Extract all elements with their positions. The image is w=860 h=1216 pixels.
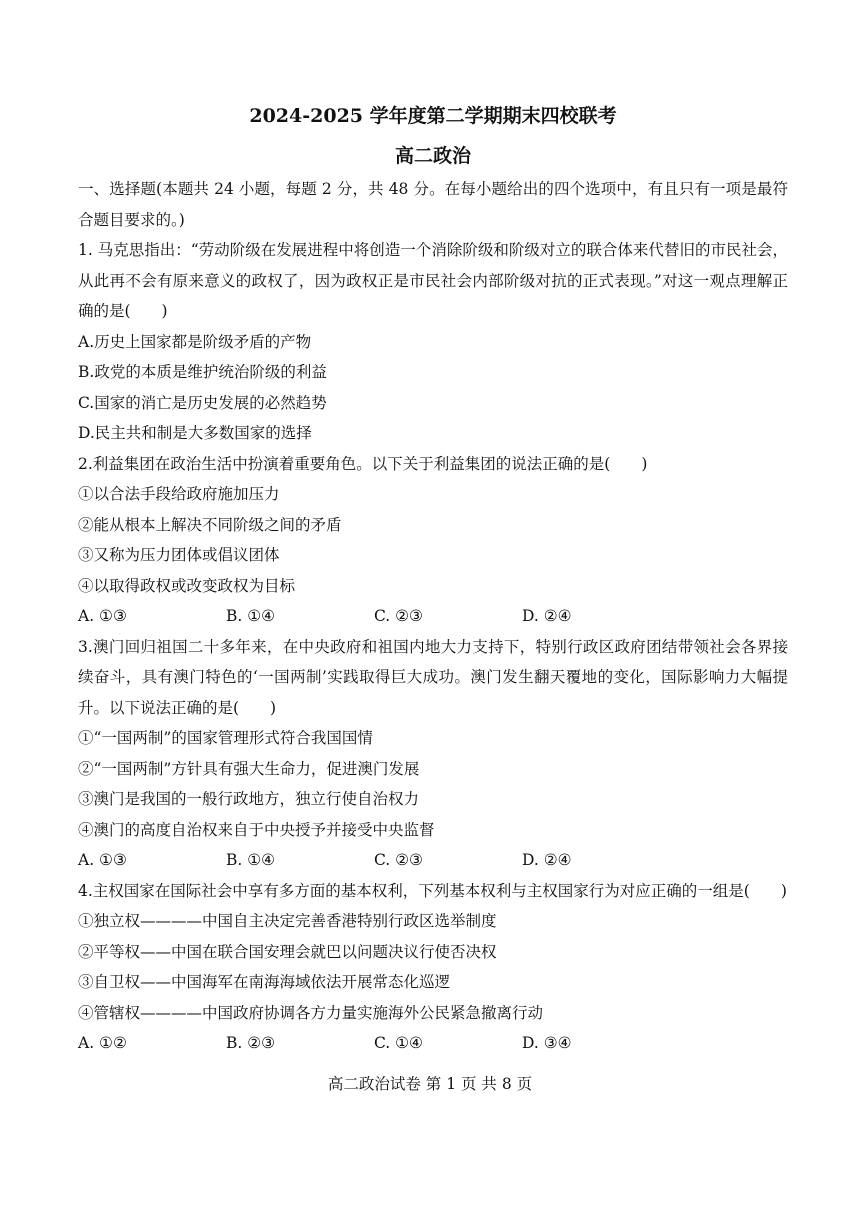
question-4-statement-1: ①独立权————中国自主决定完善香港特别行政区选举制度 (78, 912, 497, 930)
section-heading: 一、选择题(本题共 24 小题，每题 2 分，共 48 分。在每小题给出的四个选项中，有且只有一项是最符合题目要求的。) (78, 180, 788, 229)
question-3-statement-3: ③澳门是我国的一般行政地方，独立行使自治权力 (78, 790, 420, 808)
question-1-option-a: A.历史上国家都是阶级矛盾的产物 (78, 332, 312, 351)
question-2-choice-d: D. ②④ (522, 607, 572, 625)
question-4-stem: 4.主权国家在国际社会中享有多方面的基本权利，下列基本权利与主权国家行为对应正确的一组是( ) (78, 881, 787, 900)
question-4-choices (78, 1028, 788, 1059)
question-1-option-c: C.国家的消亡是历史发展的必然趋势 (78, 393, 327, 412)
question-2-choice-a: A. ①③ (78, 607, 127, 625)
question-2-statement-4: ④以取得政权或改变政权为目标 (78, 576, 296, 595)
exam-subject: 高二政治 (394, 145, 471, 167)
question-2-choices (78, 601, 788, 632)
exam-page (78, 100, 788, 1059)
question-4-choice-c: C. ①④ (374, 1034, 423, 1052)
question-4-choice-a: A. ①② (78, 1034, 127, 1052)
question-1-option-d: D.民主共和制是大多数国家的选择 (78, 424, 312, 442)
question-2-statement-2: ②能从根本上解决不同阶级之间的矛盾 (78, 515, 342, 534)
question-2-choice-c: C. ②③ (374, 607, 423, 625)
question-4-statement-3: ③自卫权——中国海军在南海海域依法开展常态化巡逻 (78, 973, 451, 991)
question-4-statement-2: ②平等权——中国在联合国安理会就巴以问题决议行使否决权 (78, 942, 497, 961)
question-4-choice-b: B. ②③ (226, 1034, 276, 1052)
question-2-choice-b: B. ①④ (226, 607, 276, 625)
page-footer: 高二政治试卷 第 1 页 共 8 页 (327, 1075, 533, 1093)
question-3-choice-b: B. ①④ (226, 851, 276, 869)
question-4-choice-d: D. ③④ (522, 1034, 572, 1052)
question-3-choices (78, 845, 788, 876)
question-3-statement-2: ②“一国两制”方针具有强大生命力，促进澳门发展 (78, 759, 420, 778)
question-1-option-b: B.政党的本质是维护统治阶级的利益 (78, 363, 327, 381)
question-2-stem: 2.利益集团在政治生活中扮演着重要角色。以下关于利益集团的说法正确的是( ) (78, 454, 648, 473)
question-3-choice-d: D. ②④ (522, 851, 572, 869)
question-2-statement-1: ①以合法手段给政府施加压力 (78, 485, 280, 503)
question-3-choice-c: C. ②③ (374, 851, 423, 869)
question-3-choice-a: A. ①③ (78, 851, 127, 869)
question-3-statement-4: ④澳门的高度自治权来自于中央授予并接受中央监督 (78, 820, 435, 839)
question-4-statement-4: ④管辖权————中国政府协调各方力量实施海外公民紧急撤离行动 (78, 1003, 544, 1022)
question-3-statement-1: ①“一国两制”的国家管理形式符合我国国情 (78, 729, 373, 747)
exam-title: 2024-2025 学年度第二学期期末四校联考 (249, 105, 617, 127)
question-1-stem: 1. 马克思指出：“劳动阶级在发展进程中将创造一个消除阶级和阶级对立的联合体来代替旧的市民社会，从此再不会有原来意义的政权了，因为政权正是市民社会内部阶级对抗的正式表现。”对这一观点理解正确的是( ) (78, 241, 788, 320)
question-3-stem: 3.澳门回归祖国二十多年来，在中央政府和祖国内地大力支持下，特别行政区政府团结带领社会各界接续奋斗，具有澳门特色的‘一国两制’实践取得巨大成功。澳门发生翻天覆地的变化，国际影响力大幅提升。以下说法正确的是( ) (78, 637, 788, 717)
question-2-statement-3: ③又称为压力团体或倡议团体 (78, 546, 280, 564)
